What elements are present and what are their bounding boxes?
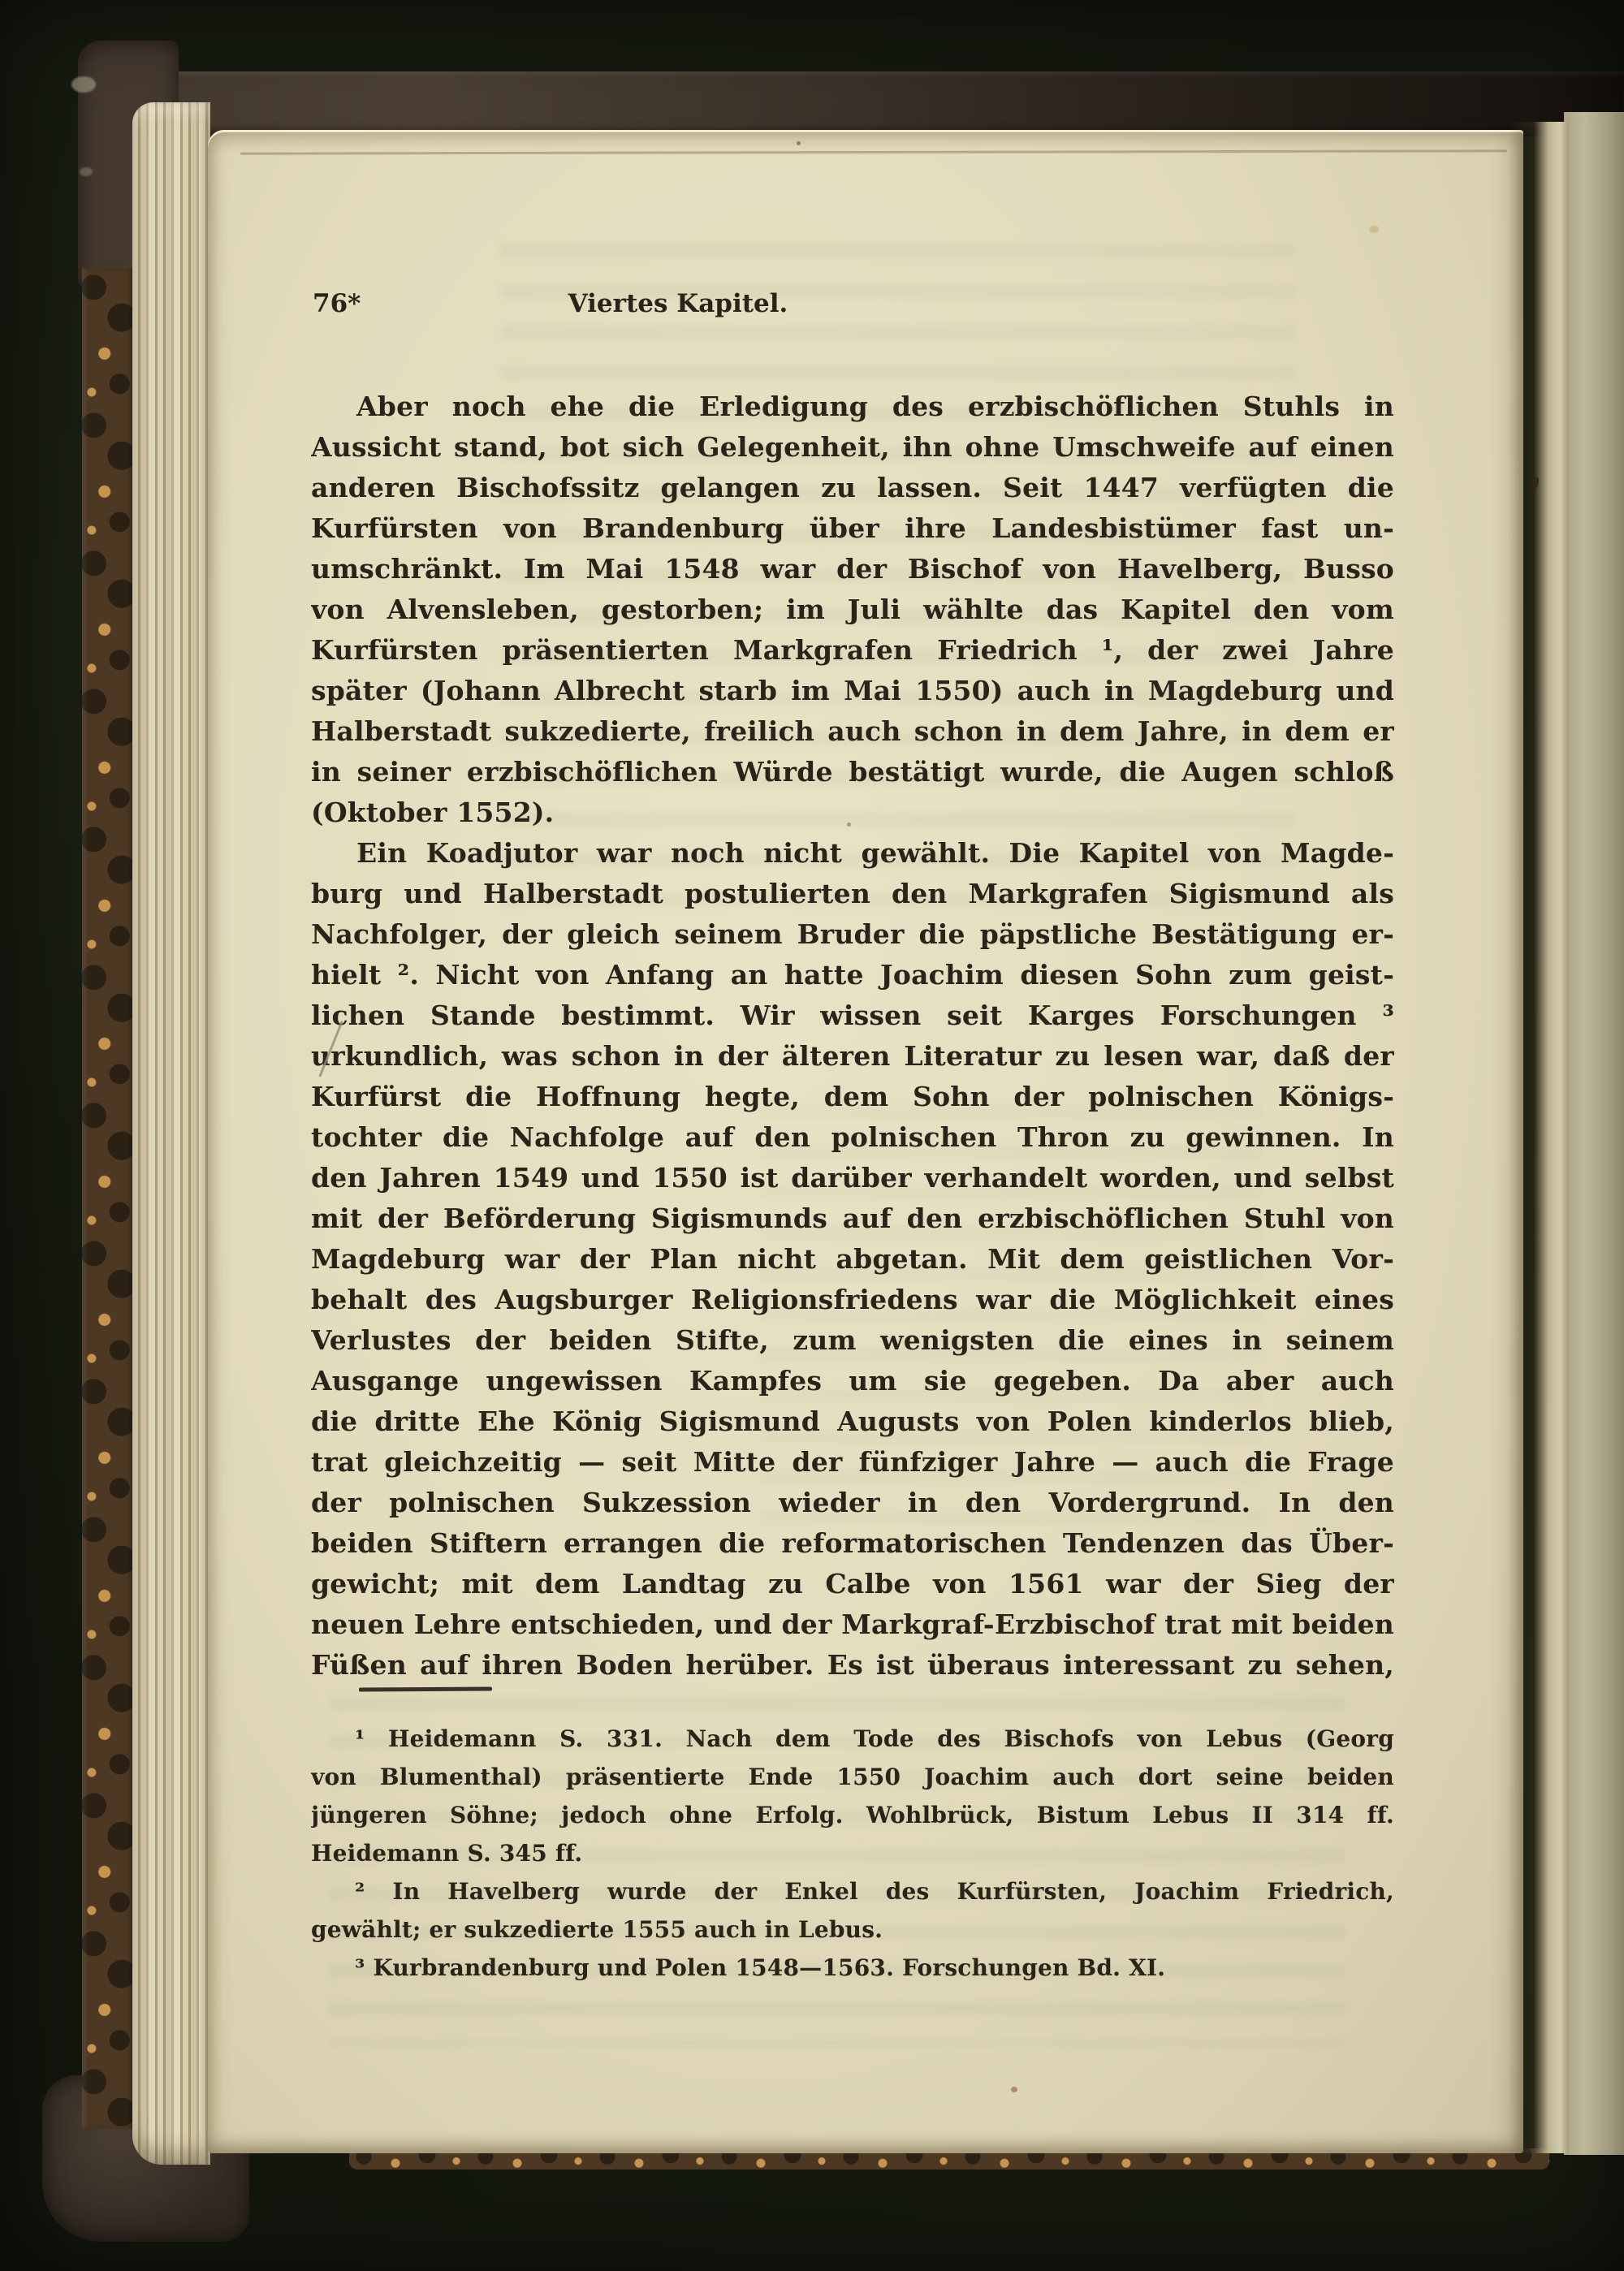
body-line: Aussicht stand, bot sich Gelegenheit, ihn ohne Umschweife auf einen (311, 431, 1394, 463)
page-top-edge (240, 149, 1507, 154)
footnote-line: ¹ Heidemann S. 331. Nach dem Tode des Bischofs von Lebus (Georg (355, 1725, 1394, 1752)
body-line: Aber noch ehe die Erledigung des erzbischöflichen Stuhls in (356, 391, 1394, 422)
body-line: lichen Stande bestimmt. Wir wissen seit Karges Forschungen ³ (311, 999, 1394, 1031)
body-line: behalt des Augsburger Religionsfriedens war die Möglichkeit eines (311, 1284, 1394, 1315)
body-line: beiden Stiftern errangen die reformatorischen Tendenzen das Über- (311, 1527, 1394, 1559)
page-number: 76* (313, 289, 361, 318)
body-line: Kurfürst die Hoffnung hegte, dem Sohn der polnischen Königs- (311, 1081, 1394, 1112)
book-cover-top-edge (84, 71, 1624, 136)
body-line: die dritte Ehe König Sigismund Augusts von Polen kinderlos blieb, (311, 1405, 1394, 1437)
body-line: trat gleichzeitig — seit Mitte der fünfziger Jahre — auch die Frage (311, 1446, 1394, 1478)
body-line: Verlustes der beiden Stifte, zum wenigsten die eines in seinem (311, 1324, 1394, 1356)
chapter-title: Viertes Kapitel. (568, 289, 788, 318)
body-line: tochter die Nachfolge auf den polnischen Thron zu gewinnen. In (311, 1121, 1394, 1153)
body-line: neuen Lehre entschieden, und der Markgraf-Erzbischof trat mit beiden (311, 1608, 1394, 1640)
body-line: Ausgange ungewissen Kampfes um sie gegeben. Da aber auch (311, 1365, 1394, 1397)
footnote-line: ³ Kurbrandenburg und Polen 1548—1563. Forschungen Bd. XI. (355, 1954, 1166, 1981)
running-header (311, 289, 1394, 326)
body-line: der polnischen Sukzession wieder in den Vordergrund. In den (311, 1487, 1394, 1518)
body-line: Kurfürsten präsentierten Markgrafen Friedrich ¹, der zwei Jahre (311, 634, 1394, 666)
body-line: umschränkt. Im Mai 1548 war der Bischof von Havelberg, Busso (311, 553, 1394, 585)
body-line: mit der Beförderung Sigismunds auf den erzbischöflichen Stuhl von (311, 1202, 1394, 1234)
body-line: von Alvensleben, gestorben; im Juli wählte das Kapitel den vom (311, 594, 1394, 625)
body-line: Kurfürsten von Brandenburg über ihre Landesbistümer fast un- (311, 512, 1394, 544)
body-line: (Oktober 1552). (311, 797, 555, 828)
body-line: burg und Halberstadt postulierten den Markgrafen Sigismund als (311, 878, 1394, 909)
body-line: Halberstadt sukzedierte, freilich auch schon in dem Jahre, in dem er (311, 715, 1394, 747)
body-line: Magdeburg war der Plan nicht abgetan. Mit dem geistlichen Vor- (311, 1243, 1394, 1275)
footnote-line: jüngeren Söhne; jedoch ohne Erfolg. Wohlbrück, Bistum Lebus II 314 ff. (311, 1802, 1394, 1828)
paper-stain (847, 822, 851, 827)
footnote-line: ² In Havelberg wurde der Enkel des Kurfürsten, Joachim Friedrich, (355, 1878, 1394, 1905)
body-line: später (Johann Albrecht starb im Mai 1550) auch in Magdeburg und (311, 675, 1394, 706)
ink-speck (797, 141, 801, 145)
body-text (311, 386, 1394, 1686)
paper-stain (1369, 226, 1379, 233)
body-line: gewicht; mit dem Landtag zu Calbe von 1561 war der Sieg der (311, 1568, 1394, 1600)
footnote-line: Heidemann S. 345 ff. (311, 1840, 583, 1867)
footnote-line: gewählt; er sukzedierte 1555 auch in Lebus. (311, 1916, 883, 1943)
body-line: urkundlich, was schon in der älteren Literatur zu lesen war, daß der (311, 1040, 1394, 1072)
footnote-separator-rule (359, 1686, 492, 1691)
marbled-cover-edge-left (82, 268, 136, 2129)
page-edge-stack (132, 102, 210, 2165)
body-line: Ein Koadjutor war noch nicht gewählt. Die Kapitel von Magde- (356, 837, 1394, 869)
body-line: Füßen auf ihren Boden herüber. Es ist überaus interessant zu sehen, (311, 1649, 1394, 1681)
gutter-fold (1509, 122, 1569, 2153)
facing-page-sliver (1564, 112, 1624, 2155)
paper-stain (1011, 2087, 1017, 2092)
body-line: den Jahren 1549 und 1550 ist darüber verhandelt worden, und selbst (311, 1162, 1394, 1194)
footnote-line: von Blumenthal) präsentierte Ende 1550 Joachim auch dort seine beiden (311, 1764, 1394, 1790)
body-line: hielt ². Nicht von Anfang an hatte Joachim diesen Sohn zum geist- (311, 959, 1394, 991)
book-page (208, 130, 1523, 2153)
body-line: in seiner erzbischöflichen Würde bestätigt wurde, die Augen schloß (311, 756, 1394, 788)
body-line: Nachfolger, der gleich seinem Bruder die päpstliche Bestätigung er- (311, 918, 1394, 950)
body-line: anderen Bischofssitz gelangen zu lassen. Seit 1447 verfügten die (311, 472, 1394, 503)
footnotes (311, 1720, 1394, 1987)
